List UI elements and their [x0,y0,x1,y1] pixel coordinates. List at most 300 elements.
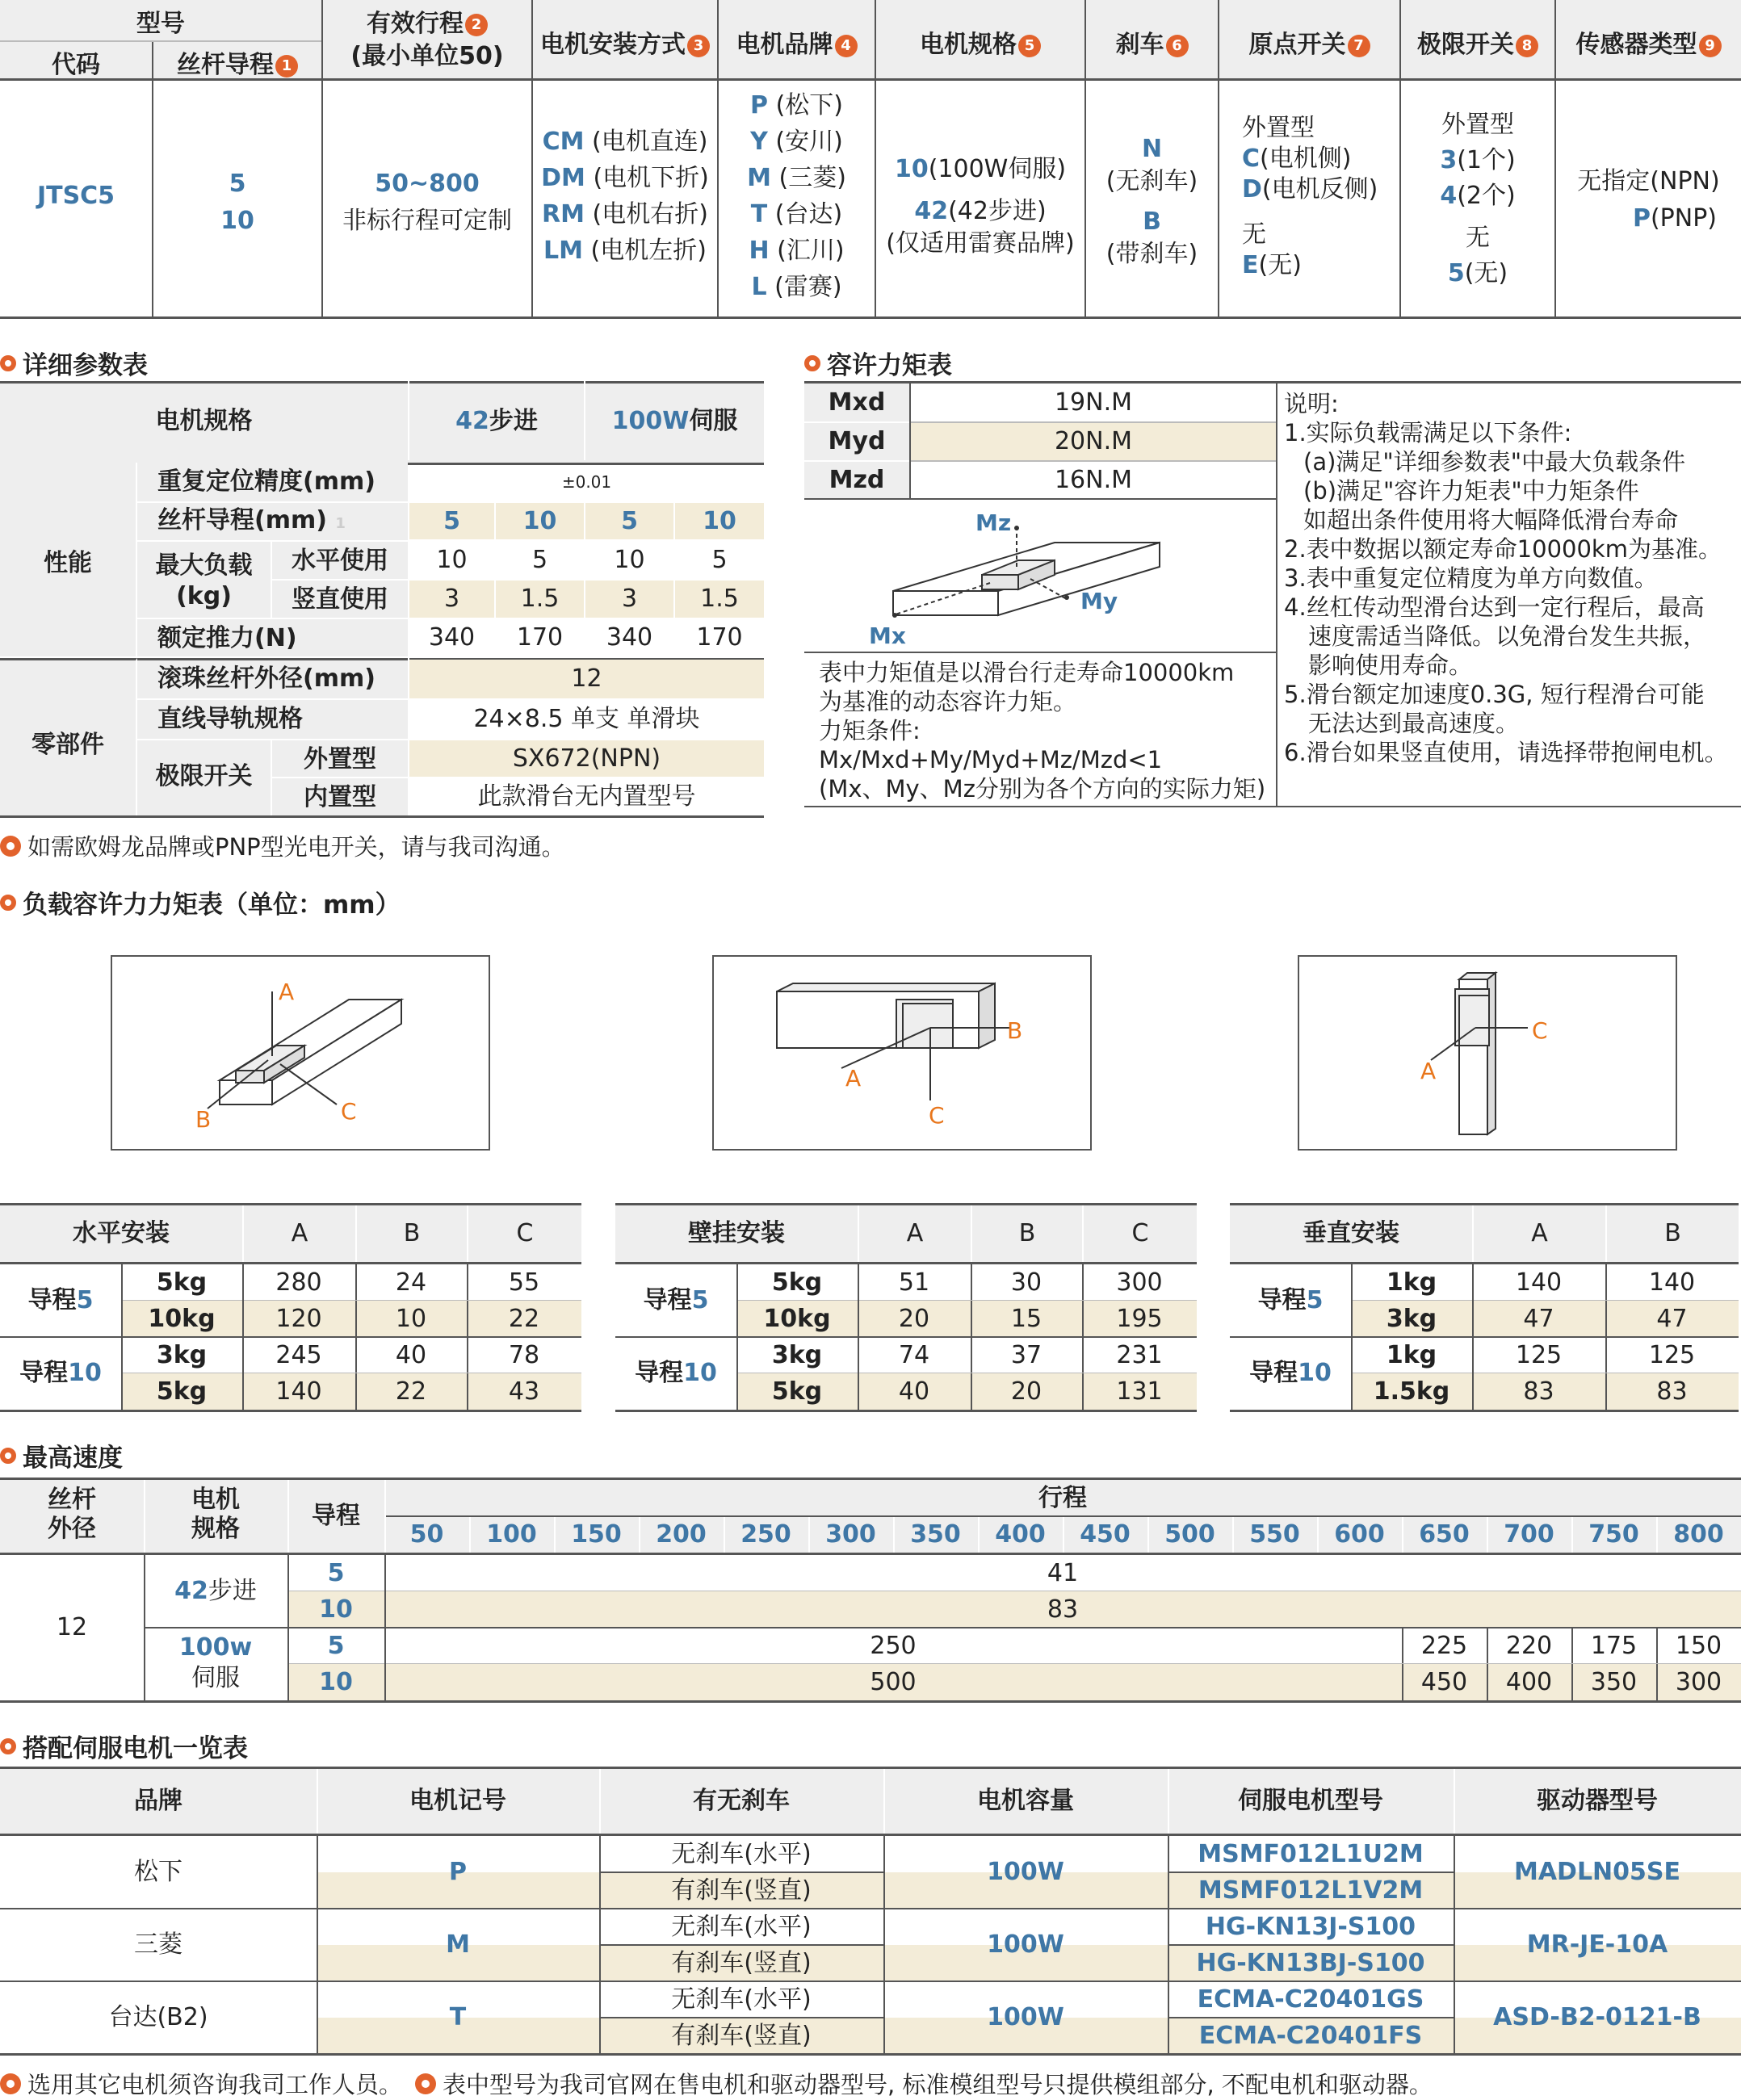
speed-value: 450 [1402,1664,1487,1700]
table-rule [1454,1769,1455,1834]
load-w-b: B [1007,1017,1023,1044]
speed-stroke-header: 300 [825,1520,876,1549]
horiz-val-4: 5 [711,546,728,574]
speed-stroke-header: 50 [409,1520,444,1549]
mount-values: CM (电机直连) DM (电机下折) RM (电机右折) LM (电机左折) [541,128,709,265]
speed-value: 250 [870,1632,917,1660]
model-table [0,0,1741,319]
load-col-header: A [859,1205,971,1262]
load-value: 22 [467,1301,581,1337]
table-rule [1472,1264,1474,1410]
load-value: 15 [971,1301,1082,1337]
table-rule [971,1337,972,1373]
speed-motor-42: 42步进 [174,1577,257,1605]
detail-vert: 竖直使用 [292,585,388,614]
table-rule [1082,1373,1084,1410]
moment-myd: Myd [828,427,886,455]
col-mount: 电机安装方式 3 [533,24,717,60]
table-rule [1168,1836,1169,2054]
load-w-a: A [845,1065,862,1092]
table-rule [1487,1517,1488,1553]
table-rule [1168,1944,1454,1946]
servo-motor-model: MSMF012L1V2M [1198,1876,1424,1905]
moment-diagram [869,502,1256,652]
detail-table [0,381,764,817]
moment-mzd-val: 16N.M [1054,466,1133,494]
load-value: 24 [395,1268,427,1297]
brake-values: N (无刹车) B (带刹车) [1105,135,1198,268]
speed-stroke-header: 550 [1249,1520,1300,1549]
origin-values: 外置型 C(电机侧) D(电机反侧) 无 E(无) [1242,114,1378,279]
servo-brand: 三菱 [134,1930,182,1959]
table-rule [615,1410,1197,1412]
moment-notes: 说明: 1.实际负载需满足以下条件: (a)满足"详细参数表"中最大负载条件 (b)满足"容许力矩表"中力矩条件 如超出条件使用将大幅降低滑台寿命 2.表中数据以额定寿命10000km为基准。 3.表中重复定位精度为单方向数值。 4.丝杠传动型滑台达到一定行程后，最高 速度需适当降低。以免滑台发生共振， 影响使用寿命。 5.滑台额定加速度0.3G, 短行程滑台可能 无法达到最高速度。 6.滑台如果竖直使用，请选择带抱闸电机。 [1284,390,1728,766]
servo-table [0,1767,1741,2051]
servo-brake: 有刹车(竖直) [671,1949,812,1977]
speed-value: 350 [1571,1664,1656,1700]
table-rule [1571,1517,1573,1553]
table-rule [144,1627,287,1628]
load-value: 5kg [121,1373,242,1410]
speed-stroke-header: 600 [1334,1520,1385,1549]
load-value: 245 [275,1341,322,1369]
lead-val-1: 5 [443,507,460,535]
load-value: 125 [1515,1341,1563,1369]
header-group: 型号 [136,10,185,38]
load-diagram-horizontal [111,955,490,1151]
detail-perf: 性能 [44,549,92,577]
load-value: 5kg [771,1268,823,1297]
table-rule [1605,1264,1607,1301]
load-lead-label: 导程10 [635,1359,717,1387]
horiz-val-2: 5 [531,546,548,574]
detail-screw-val: 12 [571,664,602,693]
load-value: 83 [1472,1373,1605,1410]
detail-horiz: 水平使用 [292,547,388,575]
speed-stroke-header: 800 [1673,1520,1724,1549]
load-lead-label: 导程10 [19,1359,102,1387]
servo-title: 搭配伺服电机一览表 [0,1728,248,1764]
load-value: 131 [1082,1373,1197,1410]
col-brand: 电机品牌 4 [719,24,875,60]
detail-maxload: 最大负载 (kg) [155,551,253,610]
load-value: 300 [1116,1268,1163,1297]
sensor-values: 无指定(NPN) P(PNP) [1577,167,1720,233]
load-h-c: C [341,1098,357,1125]
moment-mxd-val: 19N.M [1054,388,1133,417]
load-table-wall [615,1203,1197,1410]
horiz-val-3: 10 [614,546,645,574]
lead-val-2: 10 [522,507,557,535]
thrust-val-2: 170 [516,623,564,652]
table-rule [1487,1628,1488,1664]
table-rule [467,1264,468,1301]
speed-stroke-header: 500 [1164,1520,1215,1549]
detail-rail: 直线导轨规格 [157,705,303,733]
load-diagram-wall [712,955,1092,1151]
load-value: 51 [898,1268,930,1297]
note-omron: 如需欧姆龙品牌或PNP型光电开关，请与我司沟通。 [0,829,565,862]
detail-motor-spec: 电机规格 [155,407,253,435]
servo-code: T [449,2003,467,2031]
load-table-horizontal [0,1203,581,1410]
load-value: 120 [242,1301,355,1337]
col-brake: 刹车 6 [1086,24,1218,60]
vert-val-2: 1.5 [520,585,560,613]
footer-note-a: 选用其它电机须咨询我司工作人员。 [27,2071,403,2098]
detail-thrust: 额定推力(N) [157,624,297,652]
table-rule [1147,1517,1149,1553]
load-value: 3kg [156,1341,208,1369]
load-value: 1kg [1386,1268,1437,1297]
servo-motor-model: HG-KN13J-S100 [1205,1913,1416,1941]
col-origin: 原点开关 7 [1219,24,1399,60]
speed-stroke-header: 650 [1419,1520,1470,1549]
speed-lead: 5 [327,1559,345,1587]
table-rule [1063,1517,1064,1553]
speed-value: 175 [1590,1632,1638,1660]
load-col-header: A [1474,1205,1605,1262]
table-rule [883,1769,885,1834]
table-rule [355,1301,357,1337]
speed-col-screw: 丝杆 外径 [48,1486,96,1543]
table-rule [1571,1664,1573,1700]
moment-mxd: Mxd [828,388,886,417]
speed-stroke-header: 450 [1080,1520,1131,1549]
load-title: 负载容许力力矩表（单位：mm） [0,884,401,920]
moment-desc: 表中力矩值是以滑台行走寿命10000km 为基准的动态容许力矩。 力矩条件: Mx/Mxd+My/Myd+Mz/Mzd<1 (Mx、My、Mz分别为各个方向的实际力矩) [819,659,1266,803]
speed-value: 225 [1420,1632,1468,1660]
load-value: 78 [508,1341,540,1369]
load-value: 10kg [736,1301,858,1337]
table-rule [1487,1664,1488,1700]
servo-col-header: 伺服电机型号 [1238,1787,1383,1815]
speed-stroke-header: 200 [656,1520,707,1549]
table-rule [242,1264,244,1410]
servo-driver: MADLN05SE [1513,1858,1681,1886]
servo-brake: 无刹车(水平) [671,1913,812,1941]
servo-motor-model: HG-KN13BJ-S100 [1196,1949,1425,1977]
table-rule [355,1337,357,1373]
moment-table [804,381,1741,807]
load-v-c: C [1532,1017,1548,1044]
speed-table [0,1478,1741,1702]
lead-val-4: 10 [703,507,736,535]
detail-col42: 42步进 [455,407,538,435]
detail-limit: 极限开关 [155,762,253,790]
servo-col-header: 有无刹车 [693,1787,790,1815]
load-h-a: A [279,979,295,1005]
load-value: 37 [1010,1341,1043,1369]
table-rule [467,1301,468,1337]
speed-title: 最高速度 [0,1437,123,1473]
table-rule [1454,1836,1455,2054]
load-table-title: 垂直安装 [1230,1205,1472,1262]
table-rule [1656,1664,1658,1700]
table-rule [599,1769,601,1834]
vert-val-4: 1.5 [700,585,739,613]
table-rule [599,2017,883,2018]
table-rule [287,1480,289,1553]
table-rule [1656,1628,1658,1664]
servo-motor-model: ECMA-C20401FS [1198,2022,1423,2050]
speed-col-lead: 导程 [312,1502,360,1530]
lead-values: 5 10 [220,170,254,235]
detail-repeat-val: ±0.01 [561,472,612,492]
servo-col-header: 驱动器型号 [1537,1787,1658,1815]
table-rule [736,1264,738,1410]
table-rule [384,1480,386,1553]
load-value: 140 [242,1373,355,1410]
table-rule [1402,1628,1403,1664]
load-lead-label: 导程5 [1257,1286,1324,1314]
speed-value: 400 [1487,1664,1571,1700]
load-col-header: A [244,1205,355,1262]
speed-col-stroke: 行程 [1038,1484,1087,1512]
speed-value: 220 [1505,1632,1553,1660]
servo-col-header: 电机容量 [977,1787,1074,1815]
servo-capacity: 100W [987,1930,1064,1959]
moment-label-mx: Mx [869,622,906,649]
load-value: 43 [467,1373,581,1410]
load-value: 20 [858,1301,971,1337]
moment-myd-val: 20N.M [1054,427,1133,455]
detail-rail-val: 24×8.5 单支 单滑块 [473,705,700,733]
speed-col-motor: 电机 规格 [191,1486,240,1543]
table-rule [355,1373,357,1410]
load-col-header: B [1607,1205,1739,1262]
load-value: 231 [1116,1341,1163,1369]
servo-brand: 台达(B2) [108,2003,208,2031]
table-rule [971,1264,972,1301]
table-rule [1605,1337,1607,1373]
table-rule [893,1517,895,1553]
load-value: 1.5kg [1351,1373,1472,1410]
servo-motor-model: MSMF012L1U2M [1198,1840,1424,1868]
table-rule [1605,1373,1607,1410]
table-rule [0,1410,581,1412]
table-rule [808,1517,810,1553]
table-rule [1351,1264,1353,1410]
load-value: 22 [355,1373,467,1410]
table-rule [1082,1337,1084,1373]
load-value: 280 [275,1268,322,1297]
table-rule [144,1555,145,1700]
col-code: 代码 [52,51,100,79]
load-table-vertical [1230,1203,1741,1410]
servo-driver: ASD-B2-0121-B [1493,2003,1701,2031]
servo-driver: MR-JE-10A [1526,1930,1668,1959]
load-value: 195 [1082,1301,1197,1337]
detail-ext-val: SX672(NPN) [512,744,661,773]
speed-stroke-header: 100 [486,1520,537,1549]
speed-screw: 12 [56,1613,88,1641]
table-rule [121,1264,123,1410]
load-value: 74 [898,1341,930,1369]
brand-values: P (松下) Y (安川) M (三菱) T (台达) H (汇川) L (雷赛) [747,91,846,301]
speed-value: 83 [384,1591,1741,1628]
load-col-header: B [357,1205,467,1262]
moment-mzd: Mzd [829,466,885,494]
load-value: 125 [1648,1341,1696,1369]
detail-int-val: 此款滑台无内置型号 [477,782,696,811]
table-rule [883,1836,885,2054]
limit-values: 外置型 3(1个) 4(2个) 无 5(无) [1440,111,1516,287]
servo-col-header: 品牌 [134,1787,182,1815]
col-lead: 丝杆导程 1 [153,44,321,80]
load-value: 30 [1010,1268,1043,1297]
lead-val-3: 5 [621,507,638,535]
load-h-b: B [195,1106,212,1133]
speed-lead: 10 [287,1591,384,1628]
table-rule [858,1264,859,1410]
table-rule [1571,1628,1573,1664]
table-rule [467,1337,468,1373]
table-rule [599,1944,883,1946]
horiz-val-1: 10 [436,546,468,574]
speed-motor-100: 100w 伺服 [178,1633,253,1692]
servo-brand: 松下 [134,1858,182,1886]
speed-value: 150 [1675,1632,1722,1660]
moment-title: 容许力矩表 [804,345,952,381]
load-col-header: C [1084,1205,1197,1262]
load-value: 83 [1605,1373,1739,1410]
load-table-title: 水平安装 [0,1205,242,1262]
table-rule [1168,1872,1454,1873]
load-lead-label: 导程5 [27,1286,94,1314]
table-rule [1402,1517,1403,1553]
servo-brake: 无刹车(水平) [671,1840,812,1868]
table-rule [978,1517,980,1553]
table-rule [355,1264,357,1301]
load-value: 10 [355,1301,467,1337]
stroke-values: 50~800 非标行程可定制 [342,170,512,235]
table-rule [0,2053,1741,2056]
detail-lead: 丝杆导程(mm) 1 [157,506,346,534]
table-rule [144,1480,145,1553]
detail-screw: 滚珠丝杆外径(mm) [157,664,375,693]
footer-note [0,2067,1433,2100]
table-rule [384,1555,386,1700]
servo-brake: 有刹车(竖直) [671,1876,812,1905]
load-col-header: C [468,1205,581,1262]
load-value: 40 [858,1373,971,1410]
thrust-val-4: 170 [696,623,743,652]
speed-stroke-header: 700 [1504,1520,1554,1549]
table-rule [1230,1410,1739,1412]
table-rule [639,1517,640,1553]
load-col-header: B [972,1205,1082,1262]
load-value: 5kg [736,1373,858,1410]
table-rule [1168,1769,1169,1834]
speed-value: 41 [1047,1559,1079,1587]
thrust-val-3: 340 [606,623,653,652]
servo-code: M [446,1930,470,1959]
model-code: JTSC5 [36,182,115,210]
load-value: 3kg [1351,1301,1472,1337]
col-sensor: 传感器类型 9 [1556,24,1741,60]
load-diagram-vertical [1298,955,1677,1151]
table-rule [469,1517,471,1553]
detail-int: 内置型 [304,783,376,811]
spec-values: 10(100W伺服) 42(42步进) (仅适用雷赛品牌) [886,155,1075,258]
moment-label-mz: Mz [975,509,1012,536]
table-rule [1605,1301,1607,1337]
speed-stroke-header: 350 [910,1520,961,1549]
detail-parts: 零部件 [31,731,104,759]
table-rule [1232,1517,1234,1553]
load-lead-label: 导程10 [1249,1359,1332,1387]
detail-col100: 100W伺服 [611,407,738,435]
table-rule [317,1836,318,2054]
table-rule [467,1373,468,1410]
speed-stroke-header: 400 [995,1520,1046,1549]
table-rule [971,1301,972,1337]
table-rule [1168,2017,1454,2018]
servo-capacity: 100W [987,2003,1064,2031]
speed-stroke-header: 250 [740,1520,791,1549]
servo-motor-model: ECMA-C20401GS [1197,1985,1424,2014]
servo-col-header: 电机记号 [409,1787,506,1815]
detail-repeat: 重复定位精度(mm) [157,467,375,496]
table-rule [287,1555,289,1700]
table-rule [1656,1517,1658,1553]
vert-val-3: 3 [621,585,638,613]
table-rule [724,1517,725,1553]
col-spec: 电机规格 5 [876,24,1084,60]
speed-stroke-header: 150 [571,1520,622,1549]
load-table-title: 壁挂安装 [615,1205,858,1262]
speed-value: 300 [1656,1664,1741,1700]
col-stroke: 有效行程 2 (最小单位50) [350,10,504,70]
load-w-c: C [929,1102,945,1129]
thrust-val-1: 340 [428,623,476,652]
load-value: 140 [1648,1268,1696,1297]
footer-note-b: 表中型号为我司官网在售电机和驱动器型号, 标准模组型号只提供模组部分, 不配电机和驱动器。 [443,2071,1433,2098]
detail-title: 详细参数表 [0,345,148,381]
table-rule [599,1836,601,2054]
load-value: 40 [395,1341,427,1369]
servo-capacity: 100W [987,1858,1064,1886]
col-limit: 极限开关 8 [1401,24,1554,60]
table-rule [599,1872,883,1873]
load-value: 1kg [1386,1341,1437,1369]
table-rule [554,1517,556,1553]
moment-label-my: My [1080,588,1118,614]
table-rule [0,1700,1741,1703]
servo-code: P [449,1858,467,1886]
table-rule [1402,1664,1403,1700]
table-rule [971,1373,972,1410]
table-rule [1082,1264,1084,1301]
speed-value: 500 [384,1664,1402,1700]
load-value: 20 [971,1373,1082,1410]
table-rule [317,1769,318,1834]
speed-stroke-header: 750 [1588,1520,1639,1549]
load-v-a: A [1420,1058,1437,1084]
detail-ext: 外置型 [304,745,376,773]
speed-lead: 5 [327,1632,345,1660]
table-rule [1317,1517,1319,1553]
load-value: 10kg [121,1301,242,1337]
table-rule [1082,1301,1084,1337]
servo-brake: 有刹车(竖直) [671,2022,812,2050]
load-value: 47 [1605,1301,1739,1337]
load-value: 55 [508,1268,540,1297]
load-value: 5kg [156,1268,208,1297]
load-value: 47 [1472,1301,1605,1337]
vert-val-1: 3 [443,585,460,613]
